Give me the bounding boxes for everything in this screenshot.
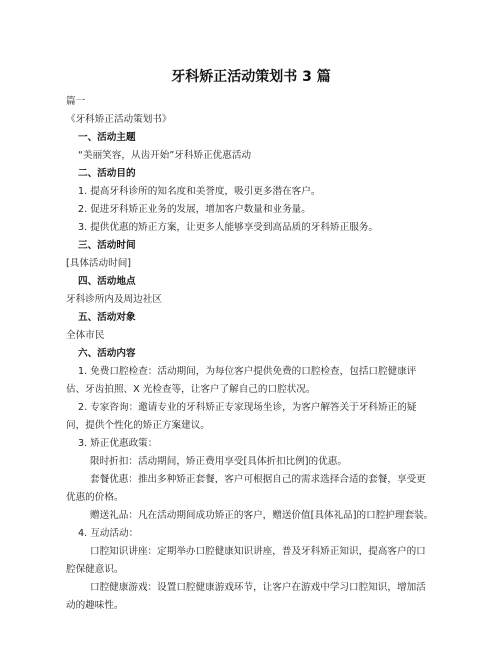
- heading-target: 五、活动对象: [78, 312, 136, 323]
- location-text: 牙科诊所内及周边社区: [66, 294, 162, 305]
- target-text: 全体市民: [66, 330, 105, 341]
- purpose-item-3: 3. 提供优惠的矫正方案，让更多人能够享受到高品质的牙科矫正服务。: [78, 222, 379, 233]
- content-item-4: 4. 互动活动：: [78, 528, 139, 539]
- heading-time: 三、活动时间: [78, 240, 136, 251]
- document-title: 牙科矫正活动策划书 3 篇: [171, 69, 331, 85]
- game-text-cont: 动的趣味性。: [66, 600, 124, 611]
- package-text-cont: 优惠的价格。: [66, 492, 124, 503]
- subtitle: 《牙科矫正活动策划书》: [66, 114, 172, 125]
- content-item-3: 3. 矫正优惠政策：: [78, 438, 158, 449]
- content-item-1-cont: 估、牙齿拍照、X 光检查等，让客户了解自己的口腔状况。: [66, 384, 316, 395]
- package-text: 套餐优惠：推出多种矫正套餐，客户可根据自己的需求选择合适的套餐，享受更: [90, 474, 426, 485]
- heading-purpose: 二、活动目的: [78, 168, 136, 179]
- game-text: 口腔健康游戏：设置口腔健康游戏环节，让客户在游戏中学习口腔知识，增加活: [90, 582, 426, 593]
- content-item-2: 2. 专家咨询：邀请专业的牙科矫正专家现场坐诊，为客户解答关于牙科矫正的疑: [78, 402, 417, 413]
- lecture-text-cont: 腔保健意识。: [66, 564, 124, 575]
- purpose-item-1: 1. 提高牙科诊所的知名度和美誉度，吸引更多潜在客户。: [78, 186, 321, 197]
- content-item-1: 1. 免费口腔检查：活动期间，为每位客户提供免费的口腔检查，包括口腔健康评: [78, 366, 417, 377]
- heading-location: 四、活动地点: [78, 276, 136, 287]
- heading-content: 六、活动内容: [78, 348, 136, 359]
- section-label: 篇一: [66, 96, 86, 107]
- content-item-2-cont: 问，提供个性化的矫正方案建议。: [66, 420, 210, 431]
- discount-text: 限时折扣：活动期间，矫正费用享受[具体折扣比例]的优惠。: [90, 456, 347, 467]
- gift-text: 赠送礼品：凡在活动期间成功矫正的客户，赠送价值[具体礼品]的口腔护理套装。: [90, 510, 434, 521]
- heading-theme: 一、活动主题: [78, 132, 136, 143]
- theme-text: “美丽笑容，从齿开始”牙科矫正优惠活动: [78, 150, 252, 161]
- time-text: [具体活动时间]: [66, 258, 132, 269]
- lecture-text: 口腔知识讲座：定期举办口腔健康知识讲座，普及牙科矫正知识，提高客户的口: [90, 546, 426, 557]
- purpose-item-2: 2. 促进牙科矫正业务的发展，增加客户数量和业务量。: [78, 204, 311, 215]
